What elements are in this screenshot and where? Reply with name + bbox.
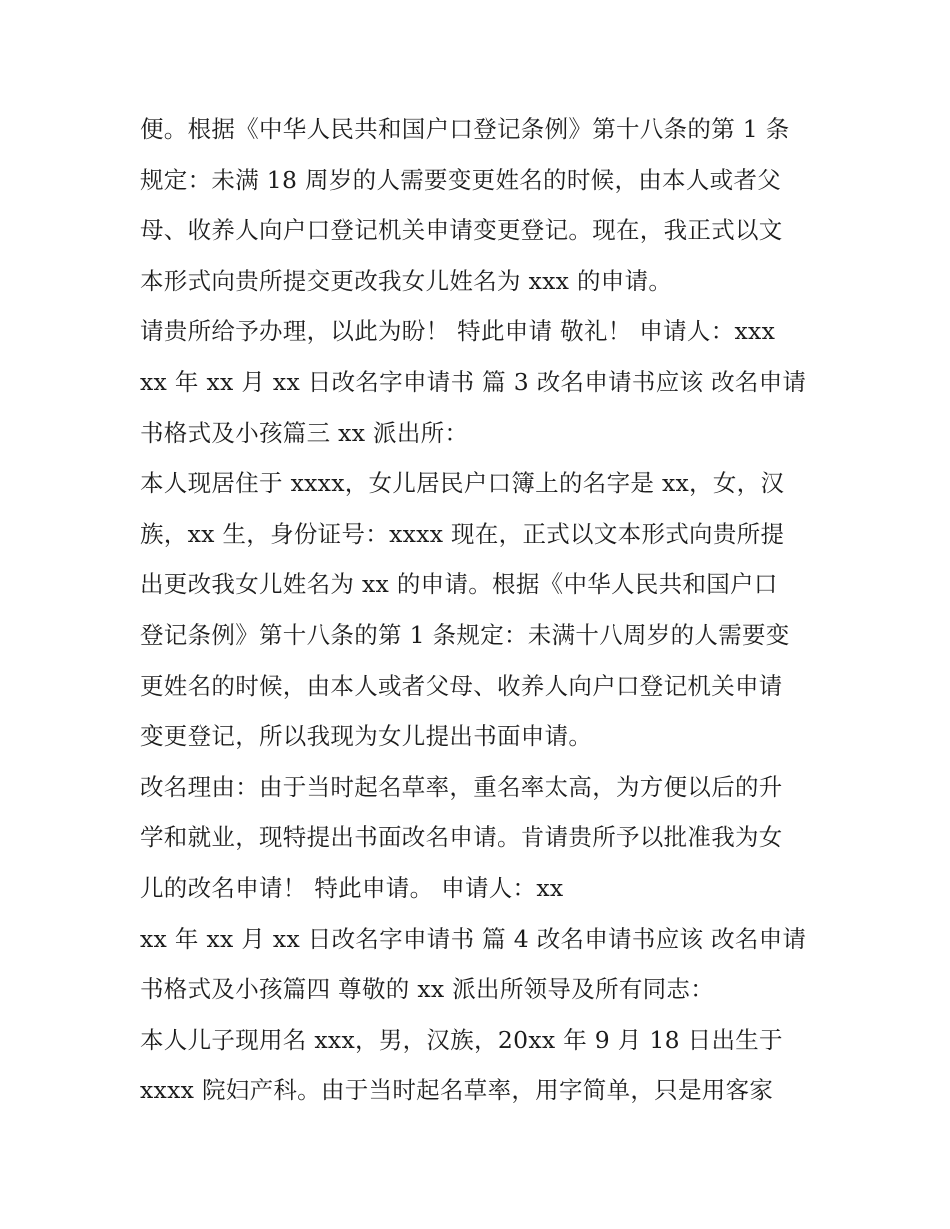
text-line: 本形式向贵所提交更改我女儿姓名为 xxx 的申请。 (140, 266, 673, 295)
text-line: xxxx 院妇产科。由于当时起名草率，用字简单，只是用客家 (140, 1076, 774, 1105)
text-line: xx 年 xx 月 xx 日改名字申请书 篇 4 改名申请书应该 改名申请 (140, 924, 807, 953)
text-line: 儿的改名申请！ 特此申请。 申请人：xx (140, 873, 564, 902)
text-line: 本人儿子现用名 xxx，男，汉族，20xx 年 9 月 18 日出生于 (140, 1025, 783, 1054)
document-body (140, 104, 820, 1116)
text-line: 变更登记，所以我现为女儿提出书面申请。 (140, 722, 593, 751)
text-line: 学和就业，现特提出书面改名申请。肯请贵所予以批准我为女 (140, 823, 783, 852)
text-line: 书格式及小孩篇三 xx 派出所： (140, 418, 469, 447)
text-line: 出更改我女儿姓名为 xx 的申请。根据《中华人民共和国户口 (140, 570, 778, 599)
text-line: 便。根据《中华人民共和国户口登记条例》第十八条的第 1 条 (140, 115, 790, 143)
text-line: 规定：未满 18 周岁的人需要变更姓名的时候，由本人或者父 (140, 165, 782, 194)
text-line: 本人现居住于 xxxx，女儿居民户口簿上的名字是 xx，女，汉 (140, 469, 785, 498)
text-line: xx 年 xx 月 xx 日改名字申请书 篇 3 改名申请书应该 改名申请 (140, 367, 807, 396)
text-line: 登记条例》第十八条的第 1 条规定：未满十八周岁的人需要变 (140, 620, 790, 649)
text-line: 书格式及小孩篇四 尊敬的 xx 派出所领导及所有同志： (140, 975, 715, 1004)
text-line: 母、收养人向户口登记机关申请变更登记。现在，我正式以文 (140, 216, 783, 245)
text-line: 改名理由：由于当时起名草率，重名率太高，为方便以后的升 (140, 772, 783, 801)
text-line: 请贵所给予办理，以此为盼！ 特此申请 敬礼！ 申请人：xxx (140, 317, 776, 346)
text-line: 更姓名的时候，由本人或者父母、收养人向户口登记机关申请 (140, 671, 783, 700)
text-line: 族，xx 生，身份证号：xxxx 现在，正式以文本形式向贵所提 (140, 519, 785, 548)
